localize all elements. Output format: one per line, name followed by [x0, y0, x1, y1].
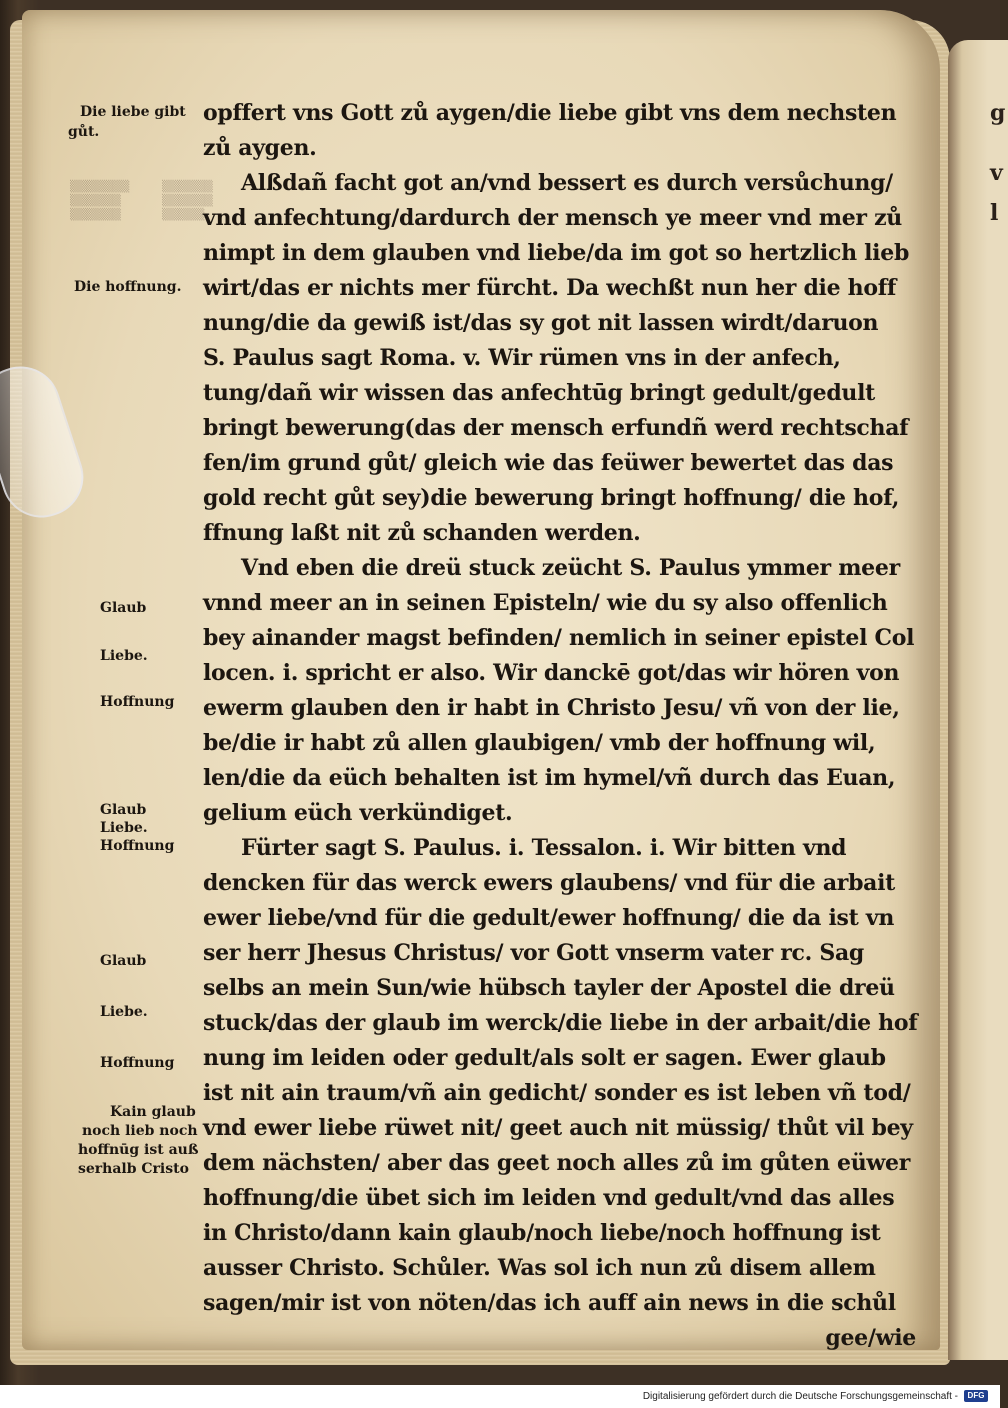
facing-page: [948, 40, 1008, 1360]
text-line: tung/dañ wir wissen das anfechtūg bringt gedult/gedult: [203, 380, 876, 406]
text-line: ewerm glauben den ir habt in Christo Jesu/ vñ von der lie,: [203, 695, 900, 721]
text-line: gelium eüch verkündiget.: [203, 800, 513, 826]
text-line: sagen/mir ist von nöten/das ich auff ain news in die schůl: [203, 1290, 896, 1316]
margin-note-hoffnung: Hoffnung: [100, 838, 175, 854]
facing-page-text: g: [990, 100, 1006, 126]
text-line: in Christo/dann kain glaub/noch liebe/noch hoffnung ist: [203, 1220, 881, 1246]
facing-page-text: v: [990, 160, 1003, 186]
text-line: Fürter sagt S. Paulus. i. Tessalon. i. Wir bitten vnd: [241, 835, 847, 861]
text-line: Alßdañ facht got an/vnd bessert es durch versůchung/: [241, 170, 893, 196]
margin-note-hoffnung: Hoffnung: [100, 694, 175, 710]
margin-note-liebe: Liebe.: [100, 1004, 148, 1020]
text-line: vnnd meer an in seinen Episteln/ wie du sy also offenlich: [203, 590, 888, 616]
text-line: len/die da eüch behalten ist im hymel/vñ durch das Euan,: [203, 765, 896, 791]
text-line: hoffnung/die übet sich im leiden vnd gedult/vnd das alles: [203, 1185, 895, 1211]
margin-note-kain: hoffnūg ist auß: [78, 1142, 199, 1158]
margin-note-hoffnung: Hoffnung: [100, 1055, 175, 1071]
text-line: selbs an mein Sun/wie hübsch tayler der Apostel die dreü: [203, 975, 895, 1001]
text-line: fen/im grund gůt/ gleich wie das feüwer bewertet das das: [203, 450, 894, 476]
margin-note-liebe: Liebe.: [100, 648, 148, 664]
footer-credit: Digitalisierung gefördert durch die Deutsche Forschungsgemeinschaft -: [642, 1391, 958, 1402]
text-line: vnd anfechtung/dardurch der mensch ye meer vnd mer zů: [203, 205, 902, 231]
text-line: vnd ewer liebe rüwet nit/ geet auch nit müssig/ thůt vil bey: [203, 1115, 913, 1141]
text-line: nung im leiden oder gedult/als solt er sagen. Ewer glaub: [203, 1045, 886, 1071]
margin-note-glaub: Glaub: [100, 802, 147, 818]
text-line: S. Paulus sagt Roma. v. Wir rümen vns in der anfech,: [203, 345, 841, 371]
main-text-block: [203, 96, 938, 1356]
text-line: Vnd eben die dreü stuck zeücht S. Paulus ymmer meer: [241, 555, 900, 581]
text-line: be/die ir habt zů allen glaubigen/ vmb der hoffnung wil,: [203, 730, 876, 756]
bleed-through-text: ▒▒▒▒▒▒▒ ▒▒▒▒▒▒ ▒▒▒▒▒▒: [70, 180, 130, 221]
margin-note-kain: Kain glaub: [110, 1104, 196, 1120]
margin-note-glaub: Glaub: [100, 600, 147, 616]
catchword: gee/wie: [825, 1325, 916, 1351]
text-line: ffnung laßt nit zů schanden werden.: [203, 520, 641, 546]
text-line: bringt bewerung(das der mensch erfundñ werd rechtschaf: [203, 415, 909, 441]
margin-note-liebe: Liebe.: [100, 820, 148, 836]
margin-note-liebe-gibt: Die liebe gibt: [80, 104, 186, 120]
text-line: bey ainander magst befinden/ nemlich in seiner epistel Col: [203, 625, 915, 651]
text-line: nung/die da gewiß ist/das sy got nit lassen wirdt/daruon: [203, 310, 879, 336]
text-line: opffert vns Gott zů aygen/die liebe gibt vns dem nechsten: [203, 100, 897, 126]
dfg-logo: DFG: [964, 1390, 988, 1402]
text-line: ausser Christo. Schůler. Was sol ich nun zů disem allem: [203, 1255, 876, 1281]
text-line: nimpt in dem glauben vnd liebe/da im got so hertzlich lieb: [203, 240, 910, 266]
text-line: dencken für das werck ewers glaubens/ vnd für die arbait: [203, 870, 896, 896]
text-line: ewer liebe/vnd für die gedult/ewer hoffnung/ die da ist vn: [203, 905, 895, 931]
margin-note-kain: noch lieb noch: [82, 1123, 198, 1139]
text-line: dem nächsten/ aber das geet noch alles zů im gůten eüwer: [203, 1150, 911, 1176]
margin-note-guet: gůt.: [68, 124, 100, 140]
text-line: stuck/das der glaub im werck/die liebe in der arbait/die hof: [203, 1010, 918, 1036]
text-line: ist nit ain traum/vñ ain gedicht/ sonder es ist leben vñ tod/: [203, 1080, 911, 1106]
margin-note-kain: serhalb Cristo: [78, 1161, 189, 1177]
text-line: ser herr Jhesus Christus/ vor Gott vnserm vater rc. Sag: [203, 940, 864, 966]
text-line: wirt/das er nichts mer fürcht. Da wechßt nun her die hoff: [203, 275, 897, 301]
text-line: zů aygen.: [203, 135, 317, 161]
bleed-through-text: ▒▒▒▒▒▒ ▒▒▒▒▒▒ ▒▒▒▒▒: [162, 180, 213, 221]
text-line: locen. i. spricht er also. Wir danckē got/das wir hören von: [203, 660, 900, 686]
margin-note-hoffnung: Die hoffnung.: [74, 279, 182, 295]
footer-bar: [0, 1385, 1000, 1408]
text-line: gold recht gůt sey)die bewerung bringt hoffnung/ die hof,: [203, 485, 900, 511]
margin-note-glaub: Glaub: [100, 953, 147, 969]
facing-page-text: l: [990, 200, 999, 226]
